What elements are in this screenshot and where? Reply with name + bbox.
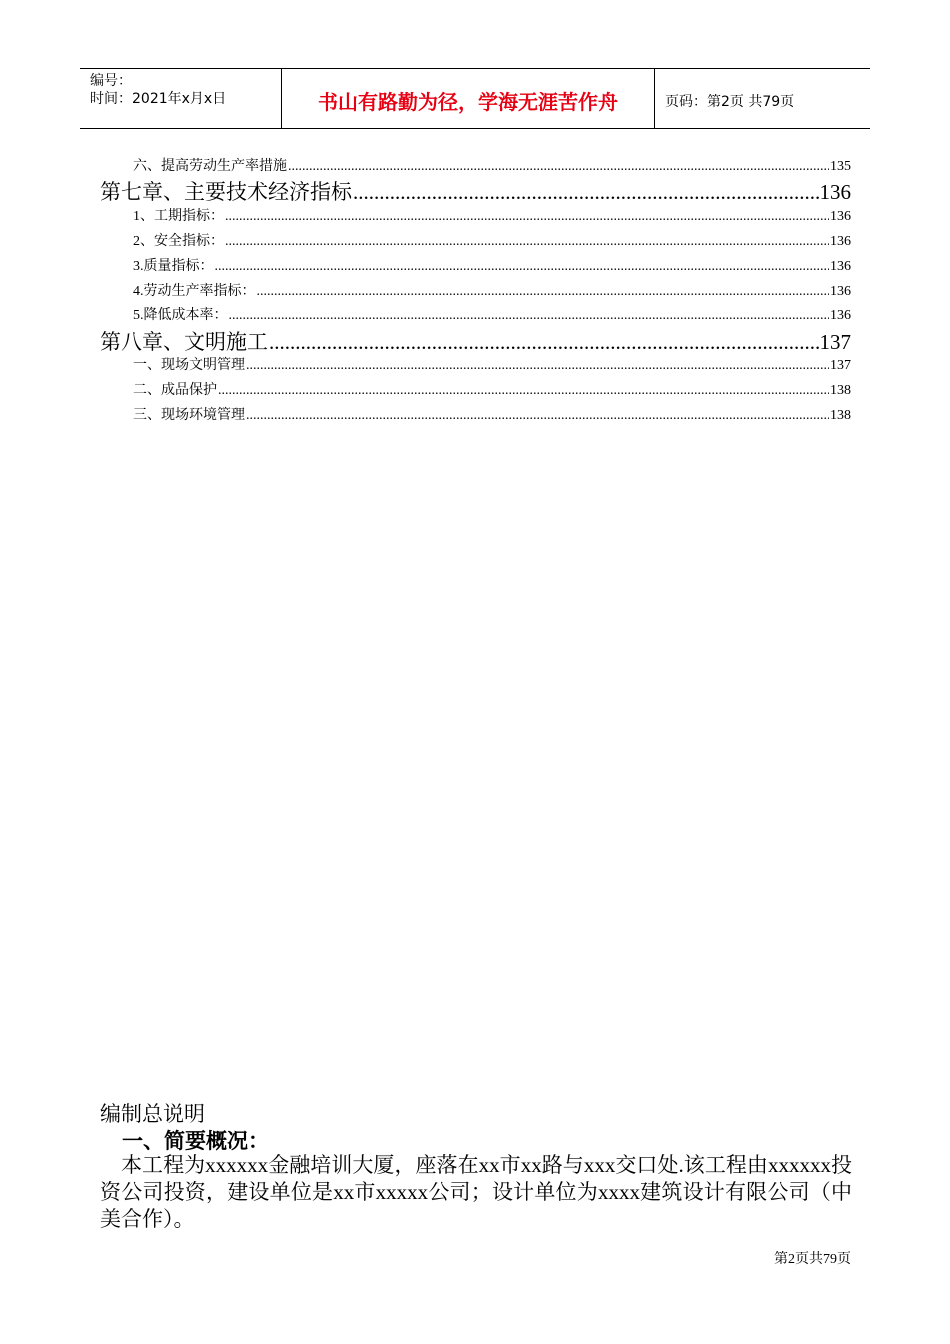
toc-entry-title: 4.劳动生产率指标： bbox=[133, 284, 256, 299]
header-meta bbox=[80, 69, 282, 128]
toc-entry-page: 136 bbox=[830, 284, 851, 299]
subsection-title: 一、简要概况： bbox=[122, 1129, 269, 1153]
toc-leader-dots bbox=[218, 381, 829, 401]
toc-entry-title: 二、成品保护 bbox=[133, 383, 217, 398]
section-title: 编制总说明 bbox=[100, 1102, 205, 1126]
toc-entry[interactable] bbox=[133, 406, 851, 426]
toc-entry-page: 136 bbox=[830, 234, 851, 249]
toc-entry-page: 137 bbox=[819, 330, 851, 354]
toc-leader-dots bbox=[225, 232, 829, 252]
toc-entry-title: 第八章、文明施工 bbox=[100, 330, 268, 354]
toc-leader-dots bbox=[288, 157, 829, 177]
toc-entry[interactable] bbox=[133, 257, 851, 277]
toc-leader-dots bbox=[269, 328, 819, 356]
document-number-label: 编号： bbox=[90, 73, 132, 89]
toc-entry-title: 第七章、主要技术经济指标 bbox=[100, 180, 352, 204]
header-page-info: 页码：第2页 共79页 bbox=[665, 93, 795, 110]
toc-leader-dots bbox=[246, 406, 829, 426]
toc-entry[interactable] bbox=[133, 356, 851, 376]
header-motto: 书山有路勤为径，学海无涯苦作舟 bbox=[282, 69, 655, 128]
toc-leader-dots bbox=[229, 306, 830, 326]
page-footer: 第2页共79页 bbox=[774, 1252, 851, 1267]
toc-entry-page: 136 bbox=[830, 259, 851, 274]
toc-entry-title: 1、工期指标： bbox=[133, 209, 224, 224]
toc-entry-page: 137 bbox=[830, 358, 851, 373]
toc-leader-dots bbox=[225, 207, 829, 227]
toc-entry[interactable] bbox=[133, 282, 851, 302]
toc-entry[interactable] bbox=[133, 306, 851, 326]
toc-entry-title: 六、提高劳动生产率措施 bbox=[133, 159, 287, 174]
toc-leader-dots bbox=[257, 282, 830, 302]
toc-entry[interactable] bbox=[133, 157, 851, 177]
page-header bbox=[80, 68, 870, 129]
toc-entry[interactable] bbox=[133, 232, 851, 252]
toc-entry-title: 2、安全指标： bbox=[133, 234, 224, 249]
toc-leader-dots bbox=[246, 356, 829, 376]
body-paragraph: 本工程为xxxxxx金融培训大厦，座落在xx市xx路与xxx交口处.该工程由xxxxxx投资公司投资，建设单位是xx市xxxxx公司；设计单位为xxxx建筑设计有限公司（中美合作）。 bbox=[100, 1153, 852, 1231]
toc-leader-dots bbox=[353, 178, 819, 206]
toc-entry-title: 5.降低成本率： bbox=[133, 308, 228, 323]
document-time-label: 时间：2021年x月x日 bbox=[90, 91, 227, 107]
toc-leader-dots bbox=[215, 257, 830, 277]
toc-entry-page: 136 bbox=[830, 209, 851, 224]
toc-entry-page: 136 bbox=[830, 308, 851, 323]
toc-entry[interactable] bbox=[133, 381, 851, 401]
toc-entry[interactable] bbox=[133, 207, 851, 227]
toc-entry-page: 138 bbox=[830, 383, 851, 398]
toc-entry-title: 三、现场环境管理 bbox=[133, 408, 245, 423]
toc-entry-page: 138 bbox=[830, 408, 851, 423]
toc-entry-page: 136 bbox=[819, 180, 851, 204]
toc-entry-page: 135 bbox=[830, 159, 851, 174]
toc-entry-title: 3.质量指标： bbox=[133, 259, 214, 274]
toc-entry-title: 一、现场文明管理 bbox=[133, 358, 245, 373]
toc-chapter-entry[interactable] bbox=[100, 178, 851, 206]
toc-chapter-entry[interactable] bbox=[100, 328, 851, 356]
